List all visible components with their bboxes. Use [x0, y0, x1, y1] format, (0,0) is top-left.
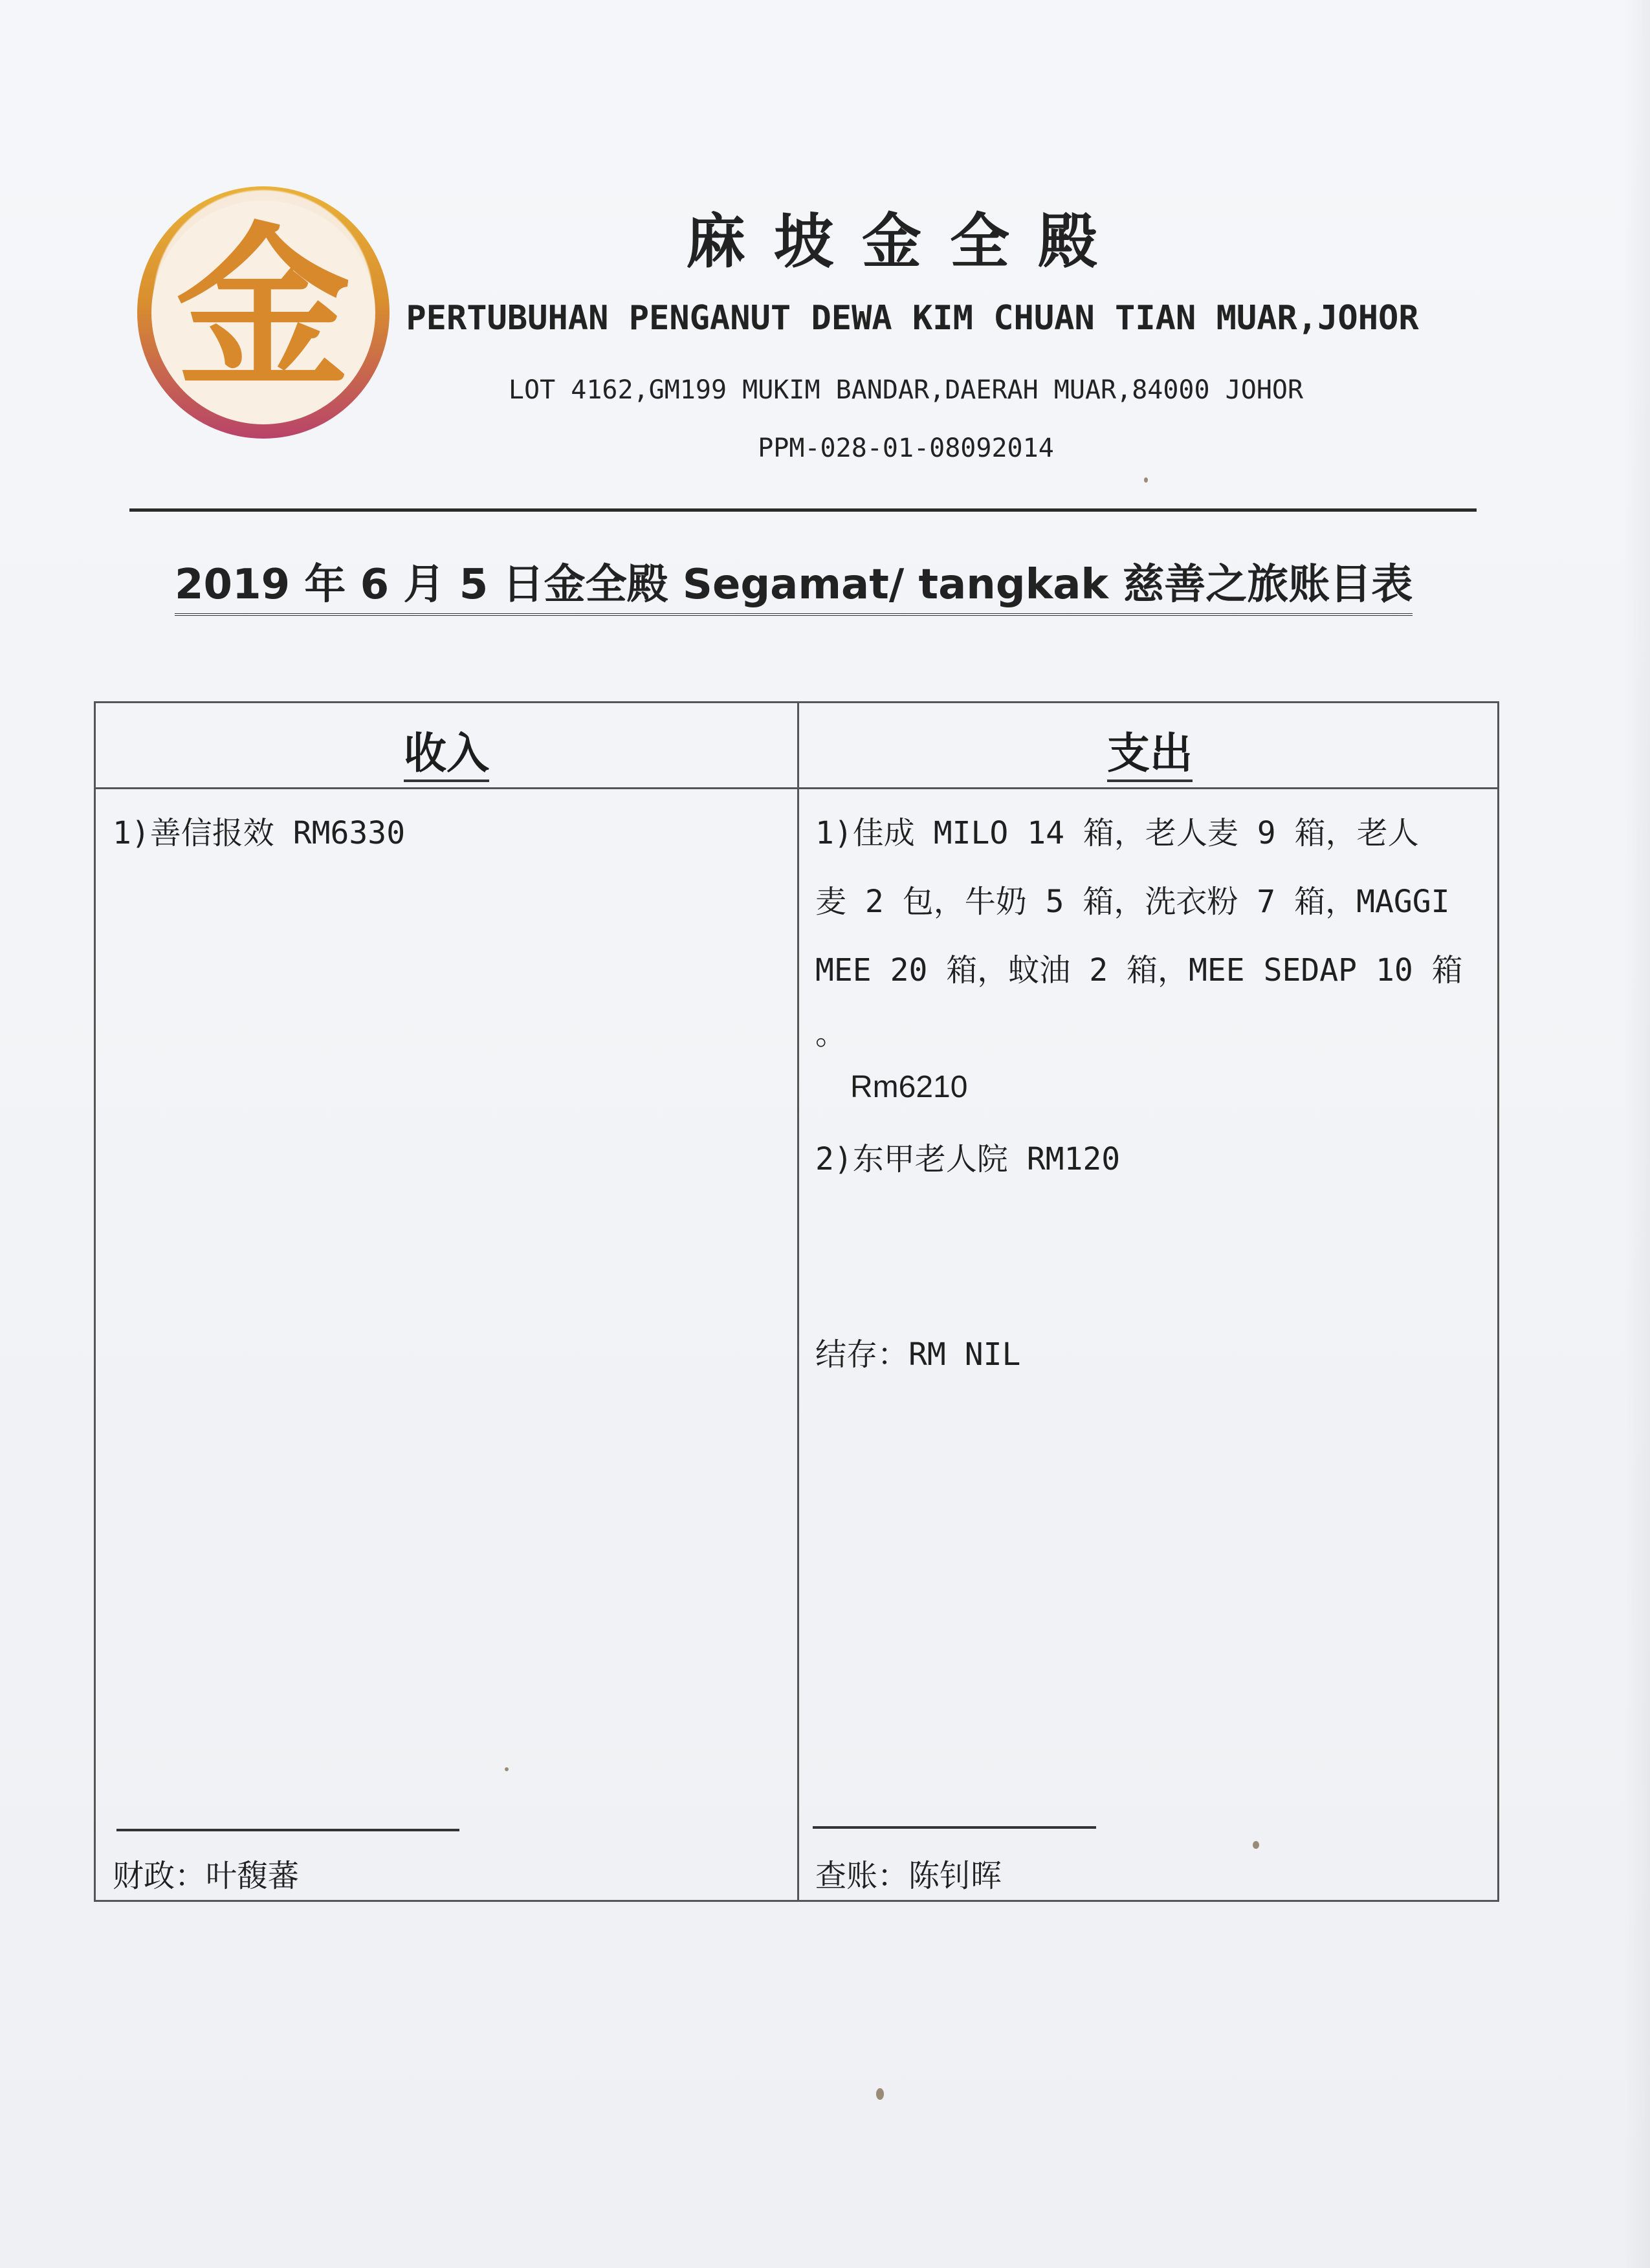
organization-name-english: PERTUBUHAN PENGANUT DEWA KIM CHUAN TIAN MUAR,JOHOR: [406, 299, 1419, 338]
finance-signature-line: [116, 1829, 459, 1831]
expense-item-2: 2)东甲老人院 RM120: [815, 1141, 1121, 1177]
organization-name-chinese: 麻坡金全殿: [685, 206, 1126, 276]
paper-speck: [505, 1767, 509, 1771]
organization-address: LOT 4162,GM199 MUKIM BANDAR,DAERAH MUAR,84000 JOHOR: [508, 375, 1304, 405]
income-column-header: [96, 719, 797, 780]
paper-speck: [876, 2088, 884, 2100]
auditor-signoff: 查账：陈钊晖: [815, 1858, 1002, 1894]
registration-number: PPM-028-01-08092014: [758, 433, 1054, 463]
logo-character: 金: [176, 205, 351, 411]
header-row-divider: [96, 787, 1497, 789]
paper-speck: [1144, 477, 1148, 483]
finance-signoff: 财政：叶馥蕃: [113, 1858, 300, 1894]
document-title: 2019 年 6 月 5 日金全殿 Segamat/ tangkak 慈善之旅账目表: [175, 551, 1413, 616]
income-header-label: 收入: [404, 728, 489, 782]
expense-item-line: MEE 20 箱，蚊油 2 箱，MEE SEDAP 10 箱: [815, 952, 1463, 988]
balance-remaining: 结存：RM NIL: [815, 1336, 1021, 1373]
header-divider: [129, 508, 1477, 512]
expense-item-line: 麦 2 包，牛奶 5 箱，洗衣粉 7 箱，MAGGI: [815, 884, 1450, 920]
expense-item-line: 。: [815, 1016, 847, 1052]
accounts-table: [94, 701, 1499, 1902]
expense-column-header: [799, 719, 1501, 780]
auditor-signature-line: [813, 1826, 1096, 1829]
column-divider: [797, 703, 799, 1900]
income-item: 1)善信报效 RM6330: [113, 815, 406, 851]
expense-header-label: 支出: [1107, 728, 1193, 782]
paper-speck: [1253, 1841, 1259, 1849]
expense-amount: Rm6210: [850, 1070, 968, 1104]
temple-logo: [137, 186, 390, 439]
page-edge-shadow: [1624, 0, 1650, 2268]
expense-item-line: 1)佳成 MILO 14 箱，老人麦 9 箱，老人: [815, 815, 1419, 851]
